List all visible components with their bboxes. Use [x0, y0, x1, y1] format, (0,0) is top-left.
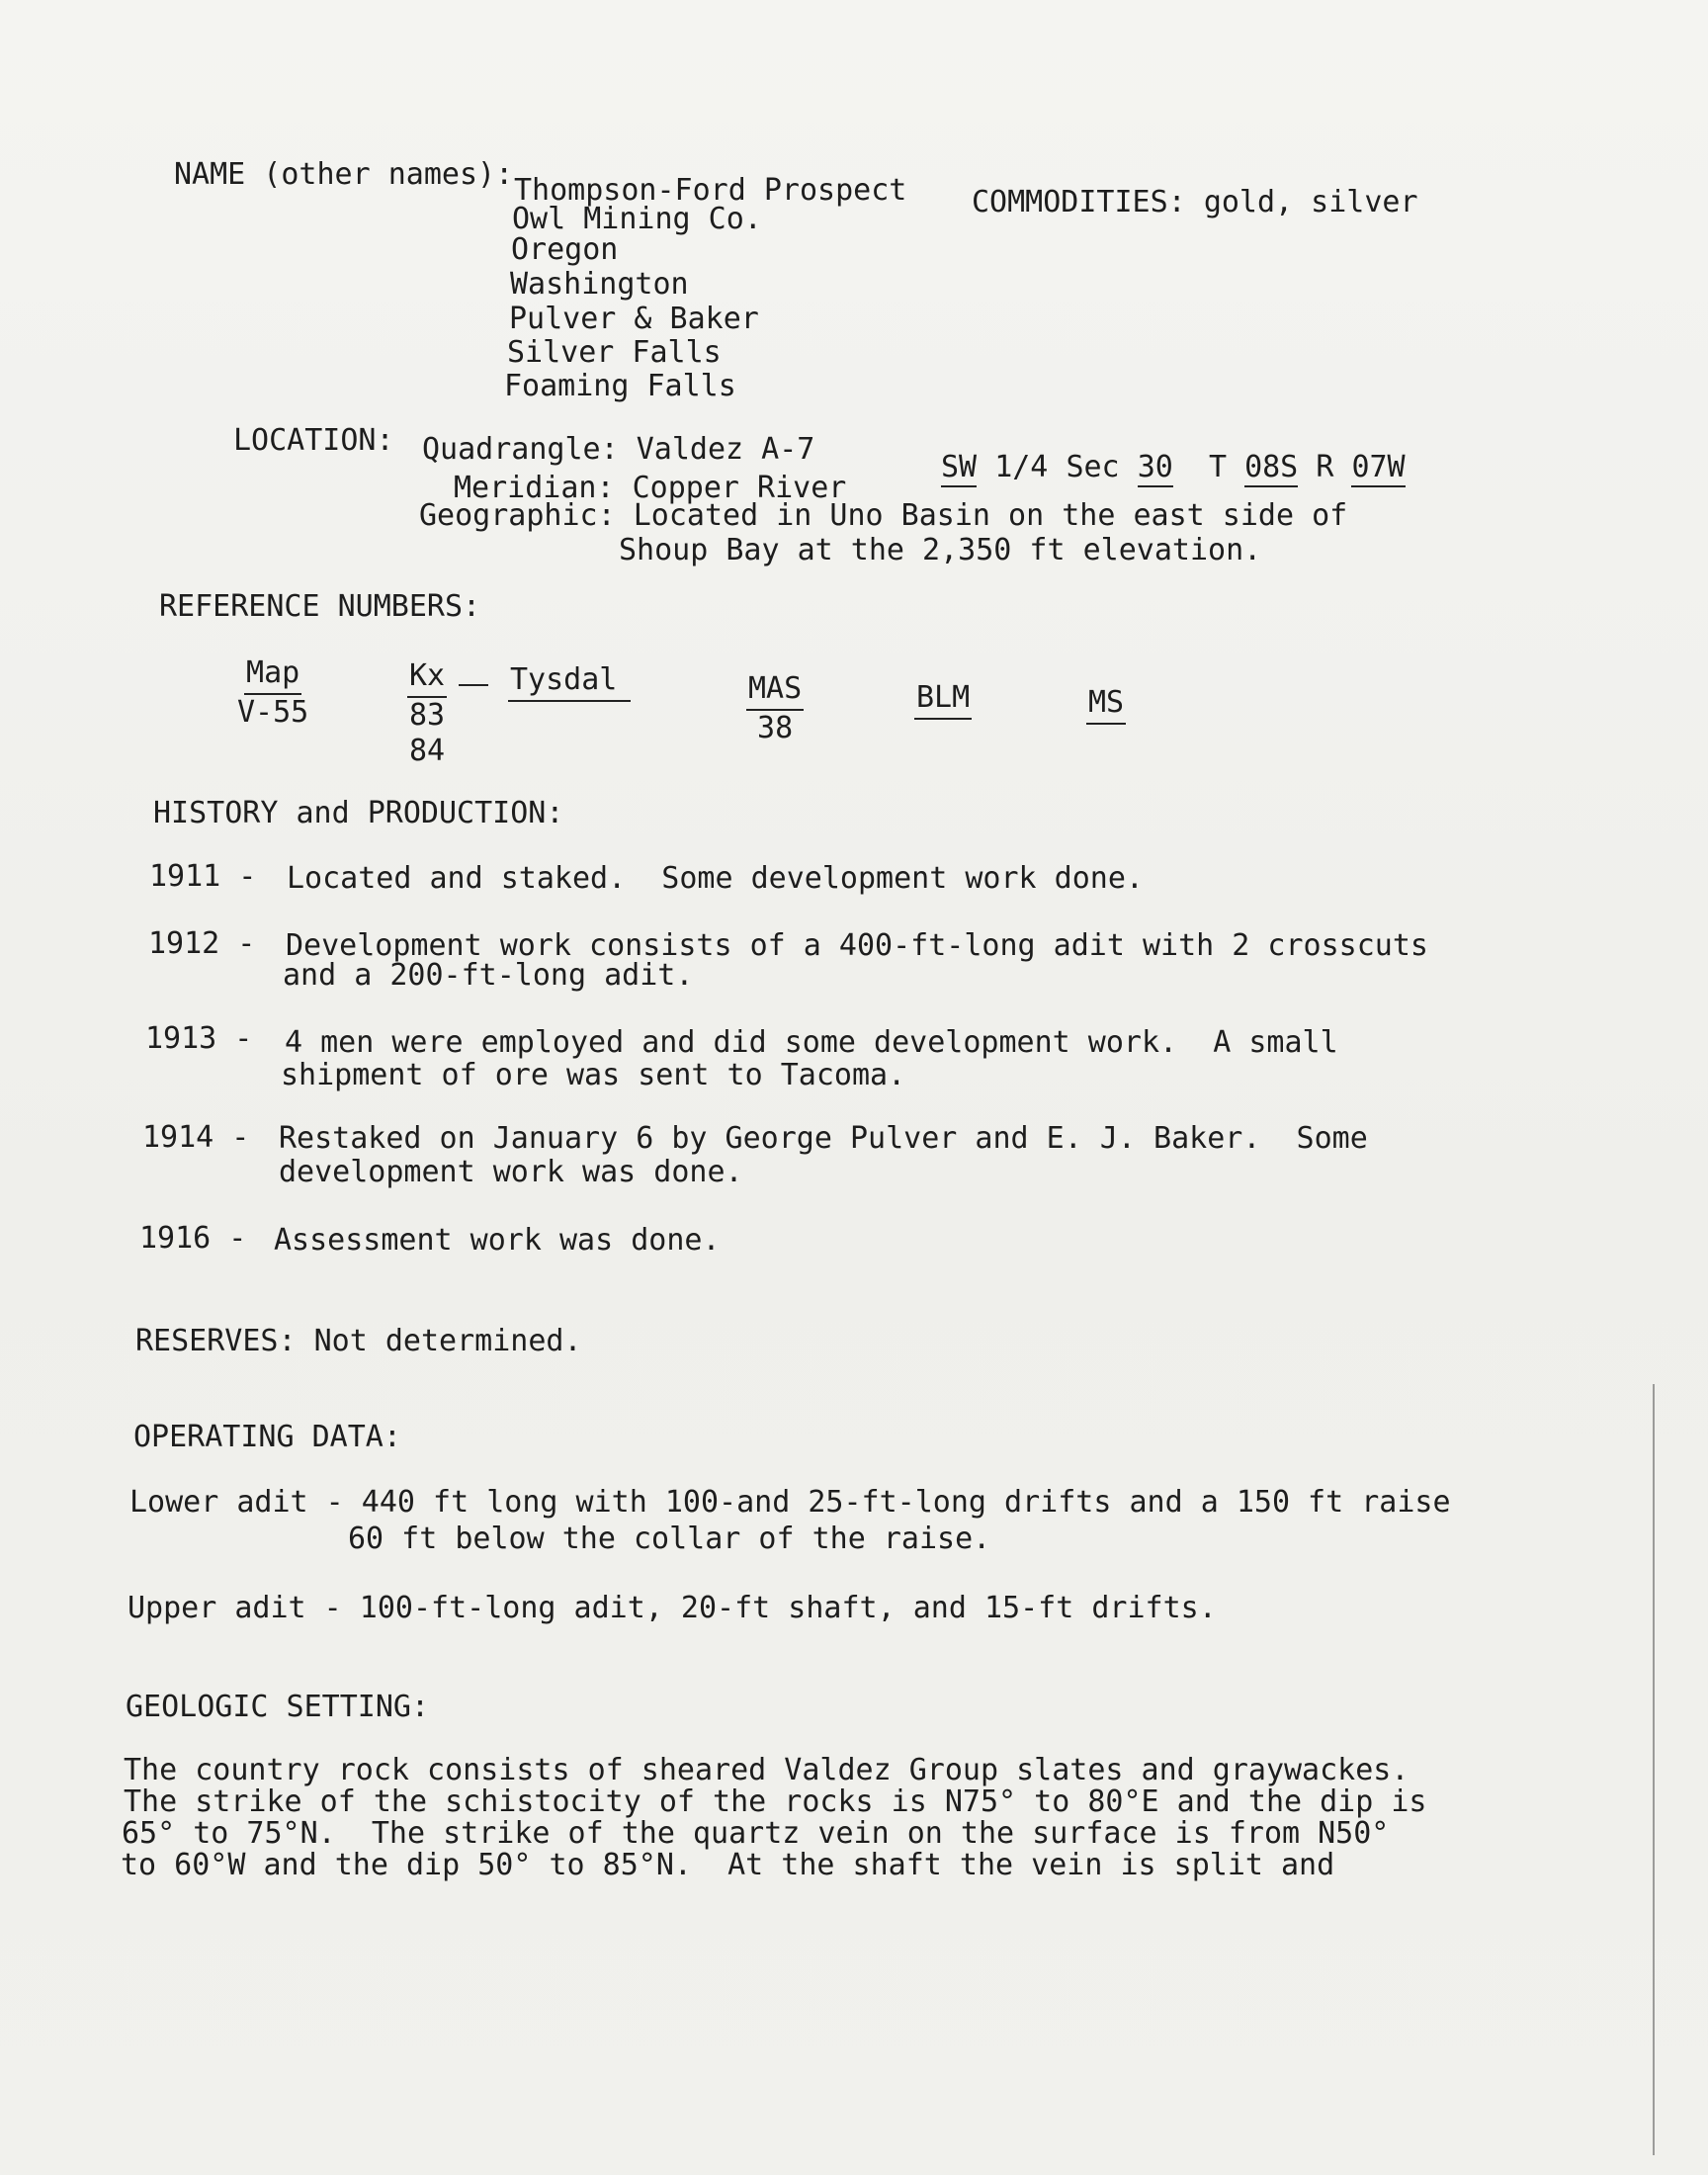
name-other: Foaming Falls — [504, 369, 736, 403]
name-primary: Thompson-Ford Prospect — [514, 173, 907, 208]
location-label: LOCATION: — [233, 423, 394, 458]
name-other: Washington — [510, 267, 689, 302]
history-text: Located and staked. Some development work done. — [287, 861, 1144, 896]
ref-mas — [746, 671, 804, 746]
history-text: Assessment work was done. — [274, 1223, 721, 1258]
ref-blm-header: BLM — [914, 680, 972, 720]
name-label: NAME (other names): — [174, 157, 514, 192]
geographic-value-2: Shoup Bay at the 2,350 ft elevation. — [619, 533, 1262, 567]
geologic-text: The strike of the schistocity of the rocks is N75° to 80°E and the dip is — [124, 1784, 1427, 1819]
ref-kx — [407, 658, 447, 769]
history-label: HISTORY and PRODUCTION: — [153, 796, 564, 830]
township-label: T — [1208, 450, 1227, 484]
sec-label: Sec — [1066, 450, 1120, 484]
quadrangle-value: Valdez A-7 — [636, 432, 815, 467]
geographic-value-1: Located in Uno Basin on the east side of — [633, 498, 1348, 533]
reserves-value: Not determined. — [313, 1324, 582, 1358]
name-other: Pulver & Baker — [509, 302, 759, 336]
operating-lower-2: 60 ft below the collar of the raise. — [348, 1522, 991, 1556]
history-text: shipment of ore was sent to Tacoma. — [281, 1058, 906, 1092]
history-year: 1916 - — [139, 1221, 247, 1256]
history-text: Restaked on January 6 by George Pulver and E. J. Baker. Some — [279, 1121, 1368, 1156]
section-number: 30 — [1138, 450, 1173, 487]
ref-mas-header: MAS — [746, 671, 804, 711]
dash-mark — [459, 684, 488, 686]
geologic-text: to 60°W and the dip 50° to 85°N. At the shaft the vein is split and — [121, 1848, 1335, 1882]
ref-kx-header: Kx — [407, 658, 447, 698]
township-value: 08S — [1244, 450, 1298, 487]
name-other: Owl Mining Co. — [512, 202, 762, 236]
reserves-line — [135, 1325, 582, 1358]
history-text: and a 200-ft-long adit. — [283, 958, 694, 993]
ref-map — [237, 655, 308, 731]
history-year: 1911 - — [149, 859, 257, 894]
geographic-label: Geographic: — [419, 498, 616, 533]
geologic-label: GEOLOGIC SETTING: — [126, 1690, 430, 1724]
quarter-label: 1/4 — [994, 450, 1049, 484]
ref-blm — [914, 680, 972, 720]
commodities-value: gold, silver — [1203, 185, 1418, 219]
history-year: 1913 - — [145, 1021, 253, 1056]
reference-label: REFERENCE NUMBERS: — [159, 589, 481, 624]
ref-map-value: V-55 — [237, 695, 309, 730]
history-text: Development work consists of a 400-ft-long adit with 2 crosscuts — [286, 928, 1428, 963]
commodities-label: COMMODITIES: — [972, 185, 1186, 219]
geographic-line — [419, 499, 1347, 533]
range-value: 07W — [1351, 450, 1405, 487]
geologic-text: The country rock consists of sheared Valdez Group slates and graywackes. — [124, 1753, 1409, 1787]
plss-line — [941, 451, 1406, 484]
history-text: development work was done. — [279, 1155, 743, 1189]
name-other: Silver Falls — [507, 335, 722, 370]
ref-kx-value: 84 — [409, 734, 446, 768]
quadrangle-label: Quadrangle: — [422, 432, 619, 467]
range-label: R — [1316, 450, 1334, 484]
geologic-text: 65° to 75°N. The strike of the quartz vein on the surface is from N50° — [122, 1816, 1390, 1851]
ref-ms-header: MS — [1086, 685, 1126, 725]
ref-ms — [1086, 685, 1126, 725]
operating-upper: Upper adit - 100-ft-long adit, 20-ft shaft, and 15-ft drifts. — [128, 1591, 1217, 1625]
history-year: 1912 - — [148, 926, 256, 961]
ref-map-header: Map — [244, 655, 301, 695]
meridian-value: Copper River — [632, 471, 847, 505]
ref-mas-value: 38 — [757, 711, 794, 745]
scan-edge-line — [1653, 1384, 1655, 2155]
operating-lower-1: Lower adit - 440 ft long with 100-and 25-ft-long drifts and a 150 ft raise — [129, 1485, 1451, 1520]
quarter-section: SW — [941, 450, 977, 487]
operating-label: OPERATING DATA: — [133, 1420, 401, 1454]
meridian-label: Meridian: — [454, 471, 615, 505]
ref-tysdal-header: Tysdal — [508, 662, 631, 702]
ref-tysdal — [508, 662, 631, 702]
commodities-line — [972, 186, 1418, 219]
ref-kx-value: 83 — [409, 698, 446, 733]
name-other: Oregon — [511, 232, 619, 267]
history-year: 1914 - — [142, 1120, 250, 1155]
history-text: 4 men were employed and did some development work. A small — [285, 1025, 1338, 1060]
quadrangle-line — [422, 433, 814, 467]
reserves-label: RESERVES: — [135, 1324, 297, 1358]
